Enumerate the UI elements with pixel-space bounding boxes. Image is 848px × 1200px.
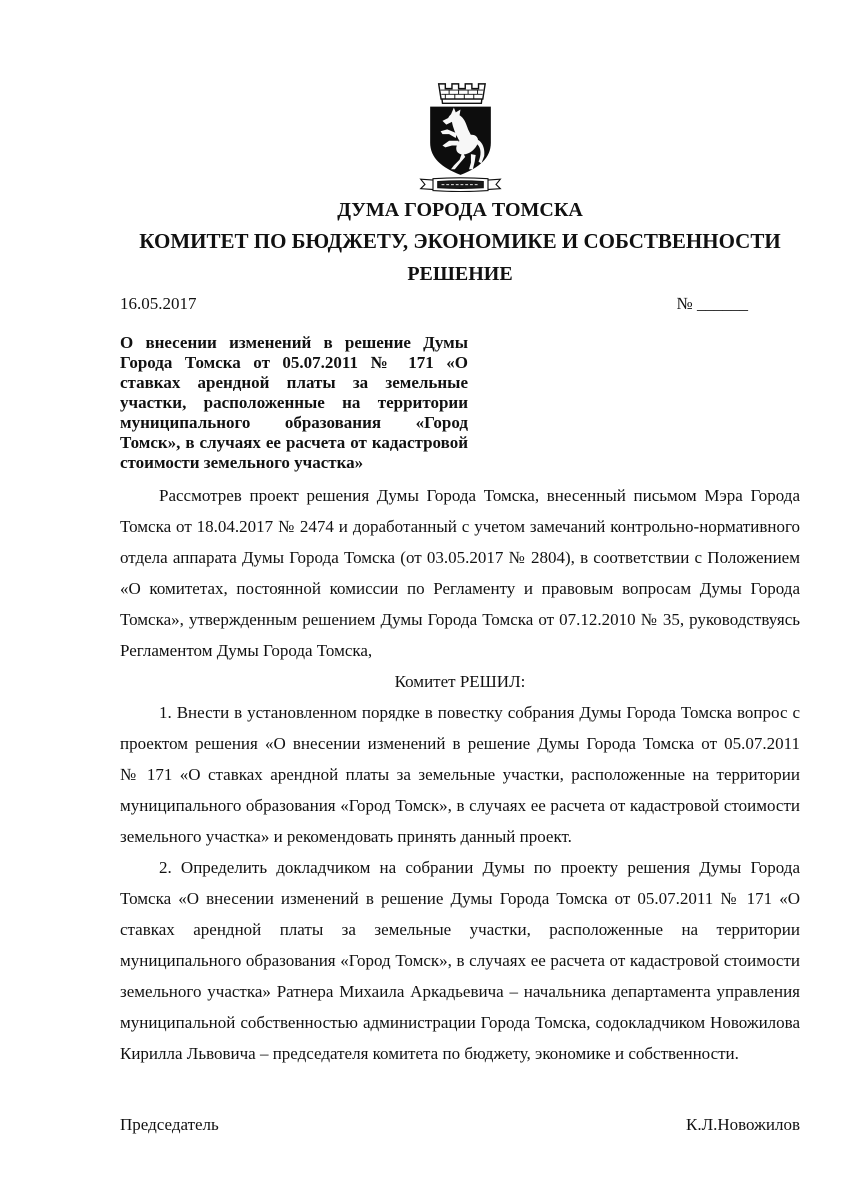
signature-row (120, 1115, 800, 1135)
resolution-item-2: 2. Определить докладчиком на собрании Думы по проекту решения Думы Города Томска «О внесении изменений в решение Думы Города Томска от 05.07.2011 № 171 «О ставках арендной платы за земельные участки, расположенные на территории муниципального образования «Город Томск», в случаях ее расчета от кадастровой стоимости земельного участка» Ратнера Михаила Аркадьевича – начальника департамента управления муниципальной собственностью администрации Города Томска, содокладчиком Новожилова Кирилла Львовича – председателя комитета по бюджету, экономике и собственности. (120, 858, 800, 1063)
document-number-blank: № ______ (676, 294, 748, 313)
org-name-line2: КОМИТЕТ ПО БЮДЖЕТУ, ЭКОНОМИКЕ И СОБСТВЕННОСТИ (139, 229, 781, 253)
date-number-row (120, 294, 800, 314)
document-content (120, 82, 800, 1135)
resolved-heading: Комитет РЕШИЛ: (394, 672, 526, 691)
body-text (120, 480, 800, 1069)
subject-paragraph: О внесении изменений в решение Думы Города Томска от 05.07.2011 № 171 «О ставках арендной платы за земельные участки, расположенные на территории муниципального образования «Город Томск», в случаях ее расчета от кадастровой стоимости земельного участка» (120, 333, 468, 472)
tomsk-coat-of-arms-icon (413, 82, 508, 192)
emblem-container (120, 82, 800, 190)
org-name-line1: ДУМА ГОРОДА ТОМСКА (337, 199, 583, 221)
document-type-title: РЕШЕНИЕ (407, 263, 513, 285)
preamble-paragraph: Рассмотрев проект решения Думы Города Томска, внесенный письмом Мэра Города Томска от 18.04.2017 № 2474 и доработанный с учетом замечаний контрольно-нормативного отдела аппарата Думы Города Томска (от 03.05.2017 № 2804), в соответствии с Положением «О комитетах, постоянной комиссии по Регламенту и правовым вопросам Думы Города Томска», утвержденным решением Думы Города Томска от 07.12.2010 № 35, руководствуясь Регламентом Думы Города Томска, (120, 486, 800, 660)
signer-title: Председатель (120, 1115, 219, 1134)
signer-name: К.Л.Новожилов (686, 1115, 800, 1134)
document-date: 16.05.2017 (120, 294, 197, 313)
resolution-item-1: 1. Внести в установленном порядке в повестку собрания Думы Города Томска вопрос с проектом решения «О внесении изменений в решение Думы Города Томска от 05.07.2011 № 171 «О ставках арендной платы за земельные участки, расположенные на территории муниципального образования «Город Томск», в случаях ее расчета от кадастровой стоимости земельного участка» и рекомендовать принять данный проект. (120, 703, 800, 846)
